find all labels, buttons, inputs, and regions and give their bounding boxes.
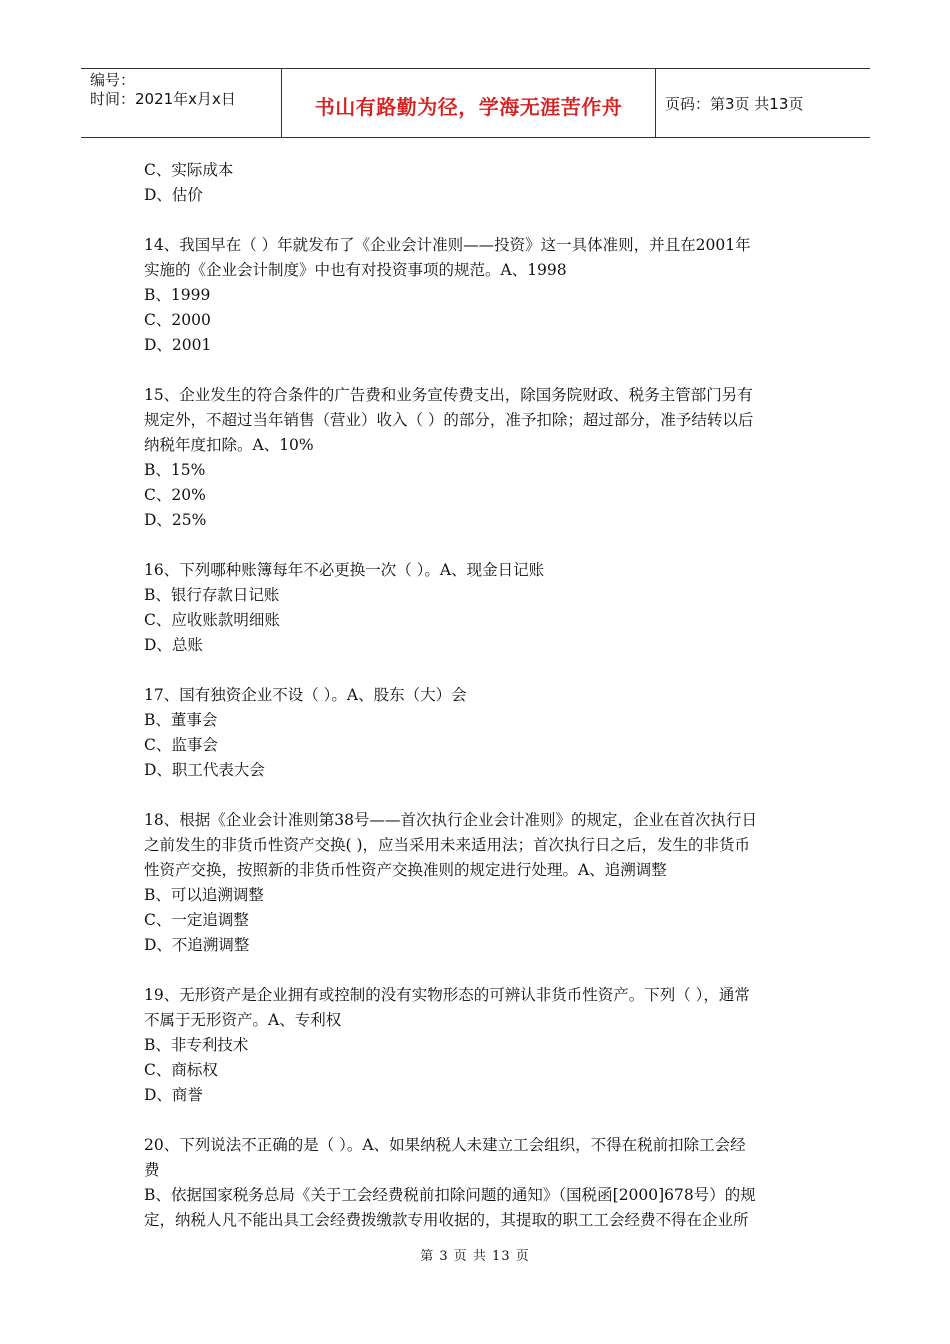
text-line: C、一定追调整 [144, 911, 249, 929]
paragraph-gap [144, 783, 809, 808]
text-line: 定，纳税人凡不能出具工会经费拨缴款专用收据的，其提取的职工工会经费不得在企业所 [144, 1211, 749, 1229]
paragraph-gap [144, 208, 809, 233]
text-line: 纳税年度扣除。A、10% [144, 436, 314, 454]
text-line: C、2000 [144, 311, 211, 329]
text-line: B、15% [144, 461, 206, 479]
text-line: 不属于无形资产。A、专利权 [144, 1011, 342, 1029]
code-label: 编号： [90, 71, 136, 89]
text-line: B、依据国家税务总局《关于工会经费税前扣除问题的通知》（国税函[2000]678号）的规 [144, 1186, 756, 1204]
paragraph-gap [144, 358, 809, 383]
motto: 书山有路勤为径，学海无涯苦作舟 [314, 94, 623, 119]
header-table [81, 68, 870, 138]
paragraph-gap [144, 1108, 809, 1133]
time-label: 时间：2021年x月x日 [90, 90, 236, 108]
page-footer: 第 3 页 共 13 页 [420, 1249, 530, 1264]
document-body [144, 158, 809, 1233]
text-line: D、职工代表大会 [144, 761, 265, 779]
header-motto-cell [282, 69, 656, 137]
text-line: B、1999 [144, 286, 211, 304]
text-line: C、应收账款明细账 [144, 611, 280, 629]
text-line: B、银行存款日记账 [144, 586, 280, 604]
text-line: B、董事会 [144, 711, 218, 729]
text-line: 费 [144, 1161, 160, 1179]
text-line: C、20% [144, 486, 206, 504]
text-line: 18、根据《企业会计准则第38号——首次执行企业会计准则》的规定，企业在首次执行日 [144, 811, 757, 829]
text-line: 20、下列说法不正确的是（ ）。A、如果纳税人未建立工会组织，不得在税前扣除工会经 [144, 1136, 746, 1154]
header-meta-cell [81, 69, 282, 137]
text-line: D、不追溯调整 [144, 936, 250, 954]
paragraph-gap [144, 658, 809, 683]
text-line: 规定外，不超过当年销售（营业）收入（ ）的部分，准予扣除；超过部分，准予结转以后 [144, 411, 754, 429]
text-line: 性资产交换，按照新的非货币性资产交换准则的规定进行处理。A、追溯调整 [144, 861, 667, 879]
text-line: D、2001 [144, 336, 212, 354]
text-line: 17、国有独资企业不设（ ）。A、股东（大）会 [144, 686, 467, 704]
text-line: D、总账 [144, 636, 203, 654]
text-line: D、25% [144, 511, 207, 529]
text-line: D、估价 [144, 186, 203, 204]
text-line: B、非专利技术 [144, 1036, 249, 1054]
paragraph-gap [144, 533, 809, 558]
paragraph-gap [144, 958, 809, 983]
text-line: C、商标权 [144, 1061, 218, 1079]
text-line: 之前发生的非货币性资产交换( )，应当采用未来适用法；首次执行日之后，发生的非货币 [144, 836, 751, 854]
text-line: 15、企业发生的符合条件的广告费和业务宣传费支出，除国务院财政、税务主管部门另有 [144, 386, 753, 404]
text-line: 19、无形资产是企业拥有或控制的没有实物形态的可辨认非货币性资产。下列（ ），通常 [144, 986, 750, 1004]
text-line: C、监事会 [144, 736, 218, 754]
text-line: 14、我国早在（ ）年就发布了《企业会计准则——投资》这一具体准则，并且在2001年 [144, 236, 751, 254]
text-line: 16、下列哪种账簿每年不必更换一次（ ）。A、现金日记账 [144, 561, 545, 579]
text-line: C、实际成本 [144, 161, 234, 179]
text-line: B、可以追溯调整 [144, 886, 264, 904]
header-page-cell [656, 69, 870, 137]
page-info: 页码：第3页 共13页 [665, 94, 804, 113]
text-line: D、商誉 [144, 1086, 203, 1104]
text-line: 实施的《企业会计制度》中也有对投资事项的规范。A、1998 [144, 261, 567, 279]
